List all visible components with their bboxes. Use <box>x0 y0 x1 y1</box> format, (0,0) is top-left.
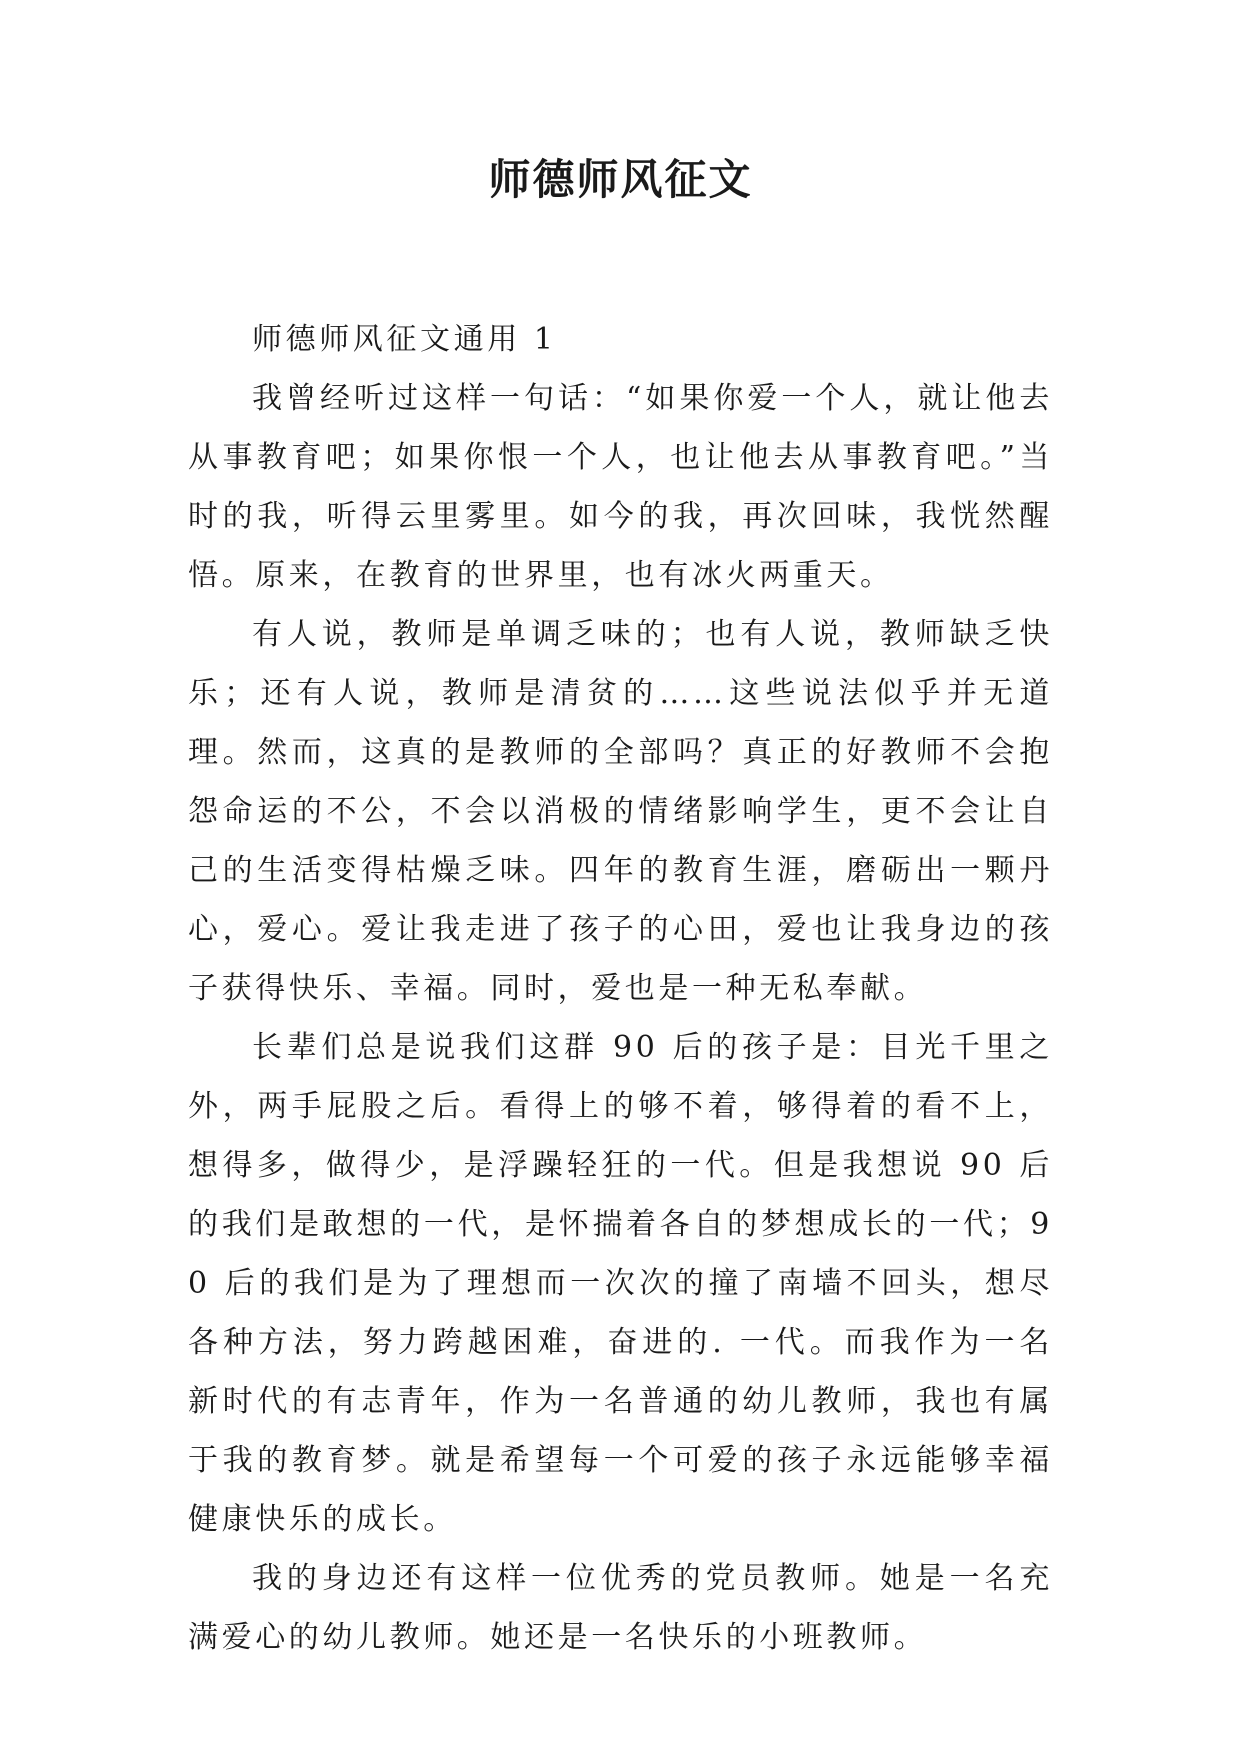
section-subtitle: 师德师风征文通用 1 <box>252 322 557 357</box>
paragraph-4: 我的身边还有这样一位优秀的党员教师。她是一名充满爱心的幼儿教师。她还是一名快乐的小班教师。 <box>188 1561 1053 1655</box>
document-body <box>188 310 1053 1667</box>
paragraph-1: 我曾经听过这样一句话：“如果你爱一个人，就让他去从事教育吧；如果你恨一个人，也让他去从事教育吧。”当时的我，听得云里雾里。如今的我，再次回味，我恍然醒悟。原来，在教育的世界里，也有冰火两重天。 <box>188 381 1053 593</box>
paragraph-2: 有人说，教师是单调乏味的；也有人说，教师缺乏快乐；还有人说，教师是清贫的……这些说法似乎并无道理。然而，这真的是教师的全部吗？真正的好教师不会抱怨命运的不公，不会以消极的情绪影响学生，更不会让自己的生活变得枯燥乏味。四年的教育生涯，磨砺出一颗丹心，爱心。爱让我走进了孩子的心田，爱也让我身边的孩子获得快乐、幸福。同时，爱也是一种无私奉献。 <box>188 617 1053 1006</box>
document-title: 师德师风征文 <box>488 155 753 204</box>
paragraph-3: 长辈们总是说我们这群 90 后的孩子是：目光千里之外，两手屁股之后。看得上的够不着，够得着的看不上，想得多，做得少，是浮躁轻狂的一代。但是我想说 90 后的我们是敢想的一代，是怀揣着各自的梦想成长的一代；90 后的我们是为了理想而一次次的撞了南墙不回头，想尽各种方法，努力跨越困难，奋进的. 一代。而我作为一名新时代的有志青年，作为一名普通的幼儿教师，我也有属于我的教育梦。就是希望每一个可爱的孩子永远能够幸福健康快乐的成长。 <box>188 1030 1053 1537</box>
